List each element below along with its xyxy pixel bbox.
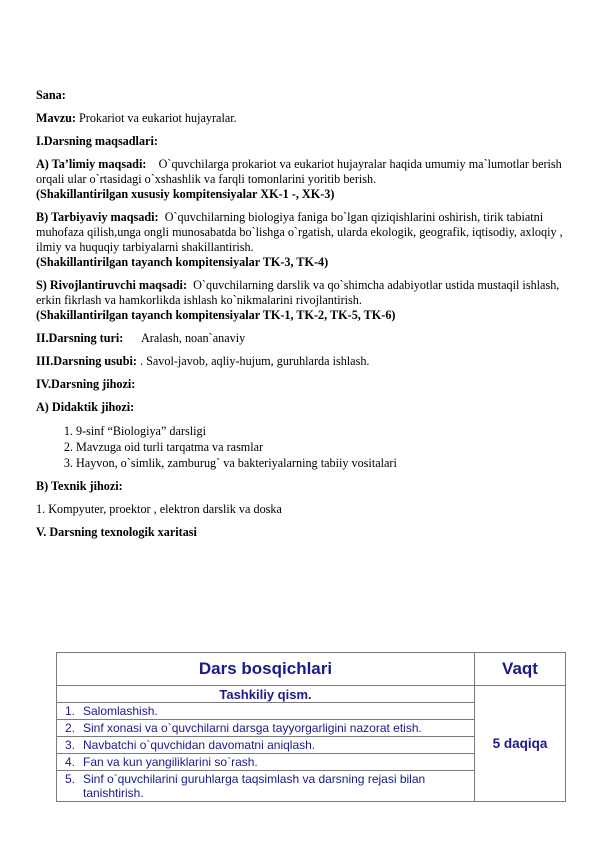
lesson-type-value: Aralash, noan`anaviy [140,331,246,345]
goal-educational [36,157,564,202]
goal-upbringing-label: B) Tarbiyaviy maqsadi: [36,210,159,224]
topic-label: Mavzu: [36,111,76,125]
row-number: 3. [65,738,76,752]
lesson-method-line [36,354,564,369]
row-text: Navbatchi o`quvchidan davomatni aniqlash. [83,738,316,752]
technical-item: 1. Kompyuter, proektor , elektron darslik va doska [36,502,282,516]
section-equipment-heading: IV.Darsning jihozi: [36,377,136,391]
lesson-method-value: . Savol-javob, aqliy-hujum, guruhlarda ishlash. [139,354,370,368]
row-text: Sinf o`quvchilarini guruhlarga taqsimlash va darsning rejasi bilan tanishtirish. [83,772,426,800]
lesson-type-label: II.Darsning turi: [36,331,124,345]
topic-value: Prokariot va eukariot hujayralar. [78,111,237,125]
goal-developing [36,278,564,323]
row-text: Fan va kun yangiliklarini so`rash. [83,755,258,769]
table-subheader-row [57,686,566,703]
topic-line [36,111,564,126]
goal-educational-label: A) Ta’limiy maqsadi: [36,157,147,171]
col-stage-header: Dars bosqichlari [57,653,475,686]
col-time-header: Vaqt [475,653,566,686]
technical-label: B) Texnik jihozi: [36,479,123,493]
list-item: 3. Hayvon, o`simlik, zamburug` va bakteriyalarning tabiiy vositalari [76,455,564,471]
section-goals-heading: I.Darsning maqsadlari: [36,134,158,148]
goal-developing-label: S) Rivojlantiruvchi maqsadi: [36,278,188,292]
didactic-list [36,423,564,471]
didactic-label: A) Didaktik jihozi: [36,400,135,414]
row-number: 1. [65,704,76,718]
goal-educational-text: O`quvchilarga prokariot va eukariot hujayralar haqida umumiy ma`lumotlar berish orqali ular o`rtasidagi o`xshashlik va farqli tomonlarini yoritib berish. [36,157,562,186]
goal-upbringing-competence: (Shakillantirilgan tayanch kompitensiyalar TK-3, TK-4) [36,255,329,269]
goal-educational-competence: (Shakillantirilgan xususiy kompitensiyalar XK-1 -, XK-3) [36,187,335,201]
list-item: 1. 9-sinf “Biologiya” darsligi [76,423,564,439]
row-number: 2. [65,721,76,735]
stage-time: 5 daqiqa [475,686,566,802]
list-item: 2. Mavzuga oid turli tarqatma va rasmlar [76,439,564,455]
row-text: Salomlashish. [83,704,158,718]
goal-upbringing-text: O`quvchilarning biologiya faniga bo`lgan qiziqishlarini oshirish, tirik tabiatni muhofaza qilish,unga ongli munosabatda bo`lishga o`rgatish, ularda ekologik, geografik, iqtisodiy, axloqiy , ilmiy va huquqiy tarbiyalarni shakillantirish. [36,210,563,254]
date-label: Sana: [36,88,66,102]
stage-subheading: Tashkiliy qism. [57,686,475,703]
technology-map-table [56,652,566,802]
document-page [36,88,564,548]
row-text: Sinf xonasi va o`quvchilarni darsga tayyorgarligini nazorat etish. [83,721,422,735]
goal-developing-competence: (Shakillantirilgan tayanch kompitensiyalar TK-1, TK-2, TK-5, TK-6) [36,308,396,322]
goal-upbringing [36,210,564,270]
lesson-type-line [36,331,564,346]
table-header-row [57,653,566,686]
lesson-method-label: III.Darsning usubi: [36,354,137,368]
row-number: 5. [65,772,76,786]
section-map-heading: V. Darsning texnologik xaritasi [36,525,197,539]
row-number: 4. [65,755,76,769]
goal-developing-text: O`quvchilarning darslik va qo`shimcha adabiyotlar ustida mustaqil ishlash, erkin fikrlash va hamkorlikda ishlash ko`nikmalarini rivojlantirish. [36,278,560,307]
